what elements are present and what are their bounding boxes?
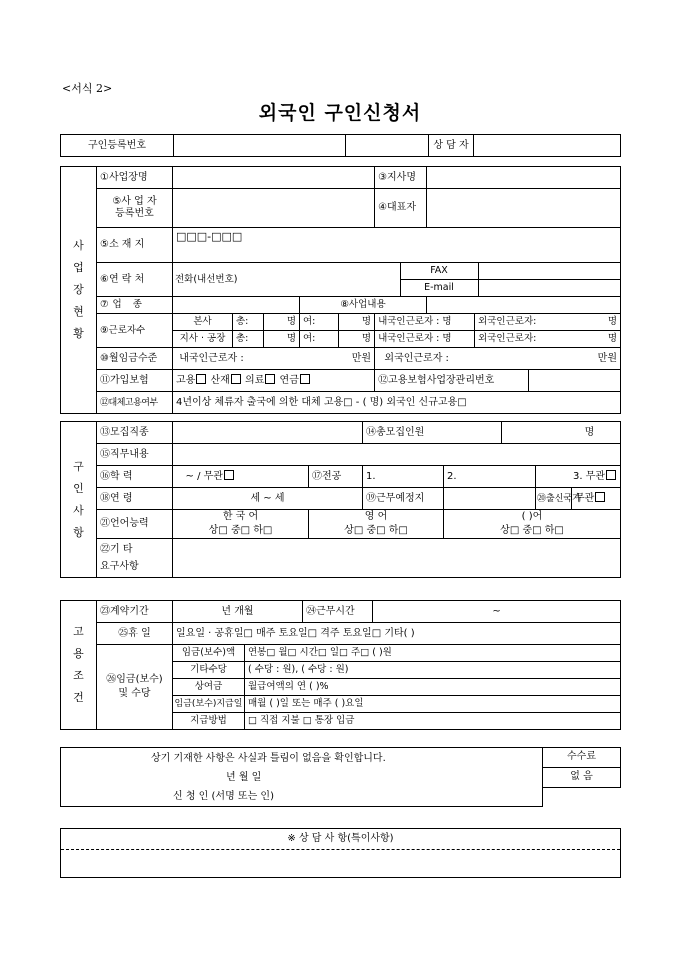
holiday-field[interactable]: 일요일 · 공휴일□ 매주 토요일□ 격주 토요일□ 기타( )	[173, 623, 621, 645]
korean-label: 한 국 어	[173, 510, 309, 525]
allowance-field[interactable]: ( 수당 : 원), ( 수당 : 원)	[245, 662, 621, 679]
lang-label: ㉑언어능력	[97, 510, 173, 539]
business-table	[60, 166, 621, 414]
pay-label: ㉖임금(보수) 및 수당	[97, 645, 173, 730]
biz-regno-field[interactable]	[173, 189, 375, 228]
email-label: E-mail	[400, 280, 478, 297]
biz-regno-label: ⑤사 업 자 등록번호	[97, 189, 173, 228]
applicant-line[interactable]: 신 청 인 (서명 또는 인)	[173, 790, 274, 802]
fee-label: 수수료	[543, 748, 621, 768]
period-label: ㉓계약기간	[97, 601, 173, 623]
hq-label: 본사	[173, 314, 233, 331]
medical-checkbox[interactable]	[265, 374, 275, 384]
address-label: ⑤소 재 지	[97, 228, 173, 263]
workers-label: ⑨근로자수	[97, 314, 173, 348]
confirm-date[interactable]: 년 월 일	[226, 771, 262, 783]
ins-manage-no-label: ⑫고용보험사업장관리번호	[375, 370, 529, 392]
hq-female-unit: 명	[339, 314, 375, 331]
contact-row	[173, 263, 621, 297]
age-field[interactable]: 세 ~ 세	[173, 488, 363, 510]
other-lang-grade[interactable]: 상□ 중□ 하□	[444, 524, 621, 539]
branch-label: ③지사명	[375, 167, 427, 189]
branch-field[interactable]	[427, 167, 621, 189]
job-type-label: ⑬모집직종	[97, 422, 173, 444]
total-unit: 명	[502, 422, 621, 444]
korean-grade[interactable]: 상□ 중□ 하□	[173, 524, 309, 539]
major-3[interactable]: 3. 무관	[536, 466, 621, 488]
hq-foreign-worker: 외국인근로자: 명	[475, 314, 621, 331]
form-title: 외국인 구인신청서	[258, 102, 422, 124]
form-label: <서식 2>	[62, 82, 113, 95]
email-field[interactable]	[478, 280, 620, 297]
pay-amount-label: 임금(보수)액	[173, 645, 245, 662]
area-field[interactable]	[444, 488, 536, 510]
bonus-field[interactable]: 월급여액의 연 ( )%	[245, 679, 621, 696]
fax-label: FAX	[400, 263, 478, 280]
insurance-options: 고용 산재 의료 연금	[173, 370, 375, 392]
phone-label: 전화(내선번호)	[175, 273, 238, 285]
fax-field[interactable]	[478, 263, 620, 280]
wage-label: ⑩월임금수준	[97, 348, 173, 370]
hours-field[interactable]: ~	[373, 601, 621, 623]
br-local-worker: 내국인근로자 : 명	[375, 331, 475, 348]
industrial-checkbox[interactable]	[231, 374, 241, 384]
pay-amount-field[interactable]: 연봉□ 월□ 시간□ 일□ 주□ ( )원	[245, 645, 621, 662]
wage-local: 내국인근로자 : 만원	[173, 348, 375, 370]
confirm-block	[61, 748, 543, 807]
replace-text: 4년이상 체류자 출국에 의한 대체 고용□ - ( 명) 외국인 신규고용□	[173, 392, 621, 414]
payday-field[interactable]: 매월 ( )일 또는 매주 ( )요일	[245, 696, 621, 713]
biz-name-label: ①사업장명	[97, 167, 173, 189]
allowance-label: 기타수당	[173, 662, 245, 679]
confirm-table	[60, 747, 621, 807]
address-field[interactable]: □□□-□□□	[173, 228, 621, 263]
hq-female: 여:	[300, 314, 339, 331]
bonus-label: 상여금	[173, 679, 245, 696]
industry-label: ⑦업 종	[97, 297, 173, 314]
industry-field[interactable]	[173, 297, 300, 314]
ceo-field[interactable]	[427, 189, 621, 228]
counselor-field[interactable]	[474, 135, 621, 157]
other-lang-label: ( )어	[444, 510, 621, 525]
insurance-label: ⑪가입보험	[97, 370, 173, 392]
biz-section-label: 사업장현황	[61, 167, 97, 414]
nation-field[interactable]: 무관	[572, 488, 621, 510]
hq-total: 총:	[233, 314, 264, 331]
major-1[interactable]: 1.	[363, 466, 444, 488]
major-label: ⑰전공	[309, 466, 363, 488]
holiday-label: ㉕휴 일	[97, 623, 173, 645]
business-label: ⑧사업내용	[300, 297, 427, 314]
notes-divider	[61, 849, 620, 850]
cond-section-label: 고용조건	[61, 601, 97, 730]
nation-label: ⑳출신국가	[536, 488, 572, 510]
br-foreign-worker: 외국인근로자: 명	[475, 331, 621, 348]
confirm-text: 상기 기재한 사항은 사실과 틀림이 없음을 확인합니다.	[151, 752, 386, 764]
edu-label: ⑯학 력	[97, 466, 173, 488]
etc-label: ㉒기 타 요구사항	[97, 539, 173, 578]
total-label: ⑭총모집인원	[363, 422, 502, 444]
counselor-label: 상 담 자	[429, 135, 474, 157]
branch-factory-label: 지사 · 공장	[173, 331, 233, 348]
method-field[interactable]: □ 직접 지불 □ 통장 입금	[245, 713, 621, 730]
job-table	[60, 421, 621, 578]
reg-no-label: 구인등록번호	[61, 135, 174, 157]
cond-table	[60, 600, 621, 730]
reg-no-field[interactable]	[174, 135, 346, 157]
ins-manage-no-field[interactable]	[529, 370, 621, 392]
english-grade[interactable]: 상□ 중□ 하□	[309, 524, 444, 539]
biz-name-field[interactable]	[173, 167, 375, 189]
edu-field[interactable]: ~ / 무관	[173, 466, 309, 488]
age-label: ⑱연 령	[97, 488, 173, 510]
hours-label: ㉔근무시간	[303, 601, 373, 623]
payday-label: 임금(보수)지급일	[173, 696, 245, 713]
br-female-unit: 명	[339, 331, 375, 348]
job-section-label: 구인사항	[61, 422, 97, 578]
employment-checkbox[interactable]	[196, 374, 206, 384]
hq-local-worker: 내국인근로자 : 명	[375, 314, 475, 331]
duty-label: ⑮직무내용	[97, 444, 173, 466]
contact-label: ⑥연 락 처	[97, 263, 173, 297]
business-field[interactable]	[427, 297, 621, 314]
method-label: 지급방법	[173, 713, 245, 730]
notes-title: ※ 상 담 사 항(특이사항)	[287, 833, 394, 844]
area-label: ⑲근무예정지	[363, 488, 444, 510]
duty-field[interactable]	[173, 444, 621, 466]
br-total: 총:	[233, 331, 264, 348]
wage-foreign: 외국인근로자 : 만원	[375, 348, 621, 370]
etc-field[interactable]	[173, 539, 621, 578]
ceo-label: ④대표자	[375, 189, 427, 228]
period-field[interactable]: 년 개월	[173, 601, 303, 623]
br-female: 여:	[300, 331, 339, 348]
notes-box[interactable]	[60, 828, 621, 878]
pension-checkbox[interactable]	[300, 374, 310, 384]
hq-total-unit: 명	[264, 314, 300, 331]
major-2[interactable]: 2.	[444, 466, 536, 488]
header-table	[60, 134, 621, 157]
fee-value: 없 음	[543, 767, 621, 787]
br-total-unit: 명	[264, 331, 300, 348]
job-type-field[interactable]	[173, 422, 363, 444]
english-label: 영 어	[309, 510, 444, 525]
replace-label: ⑫대체고용여부	[97, 392, 173, 414]
